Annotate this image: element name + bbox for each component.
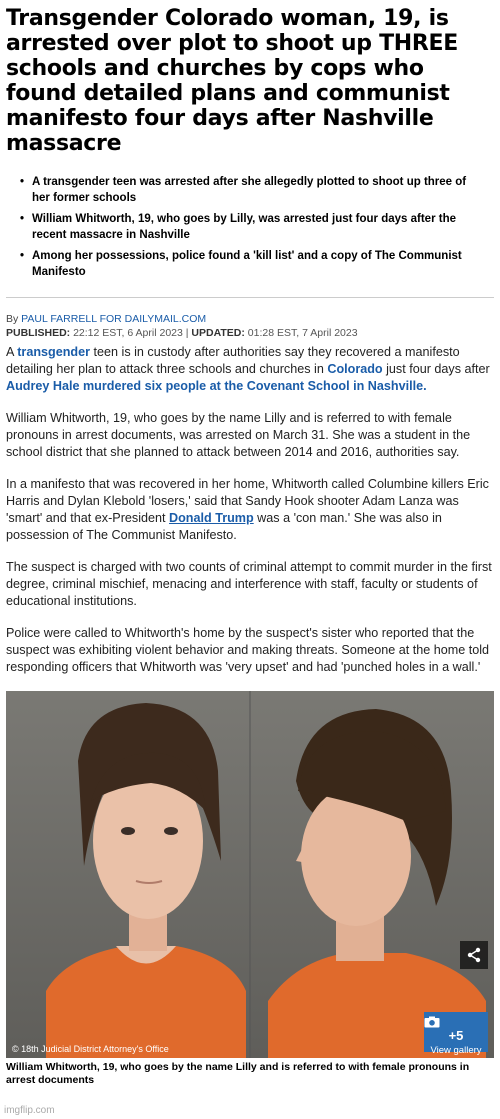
headline: Transgender Colorado woman, 19, is arrested over plot to shoot up THREE schools and churches by cops who found detailed plans and communist manifesto four days after Nashville massacre [6,6,459,156]
updated-label: UPDATED: [191,327,245,339]
article-paragraph [6,476,494,544]
text: teen is in custody after authorities say they recovered a manifesto detailing her plan to attack three schools and churches in [6,345,460,376]
share-icon [466,947,482,963]
share-button[interactable] [460,941,488,969]
byline-prefix: By [6,313,22,325]
summary-bullet: • William Whitworth, 19, who goes by Lilly, was arrested just four days after the recent massacre in Nashville [20,213,456,241]
publish-dates [6,326,494,340]
summary-bullet: • Among her possessions, police found a 'kill list' and a copy of The Communist Manifesto [20,250,462,278]
watermark: imgflip.com [4,1105,55,1116]
published-date: 22:12 EST, 6 April 2023 | [70,327,192,339]
text: was a 'con man.' She was also in possession of The Communist Manifesto. [6,511,442,542]
text: In a manifesto that was recovered in her home, Whitworth called Columbine killers Eric Harris and Dylan Klebold 'losers,' said that Sandy Hook shooter Adam Lanza was 'smart' and that ex-President [6,477,489,525]
text: A [6,345,18,359]
published-label: PUBLISHED: [6,327,71,339]
link-donald-trump[interactable]: Donald Trump [169,511,254,525]
author-link[interactable]: PAUL FARRELL FOR DAILYMAIL.COM [21,313,207,325]
summary-bullet-text: A transgender teen was arrested after she allegedly plotted to shoot up three of her former schools [32,176,467,204]
camera-icon [424,1016,440,1028]
mugshot-image [6,691,494,1058]
summary-bullet-text: William Whitworth, 19, who goes by Lilly, was arrested just four days after the recent massacre in Nashville [32,213,456,241]
byline [6,312,494,326]
view-gallery-button[interactable] [424,1012,488,1056]
article-body [6,344,494,676]
summary-bullet: • A transgender teen was arrested after she allegedly plotted to shoot up three of her former schools [20,176,467,204]
article-paragraph: Police were called to Whitworth's home by the suspect's sister who reported that the suspect was exhibiting violent behavior and making threats. Someone at the home told responding officers that Whitworth was 'very upset' and had 'punched holes in a wall.' [6,626,490,674]
text: just four days after [382,362,490,376]
summary-bullets [6,168,494,298]
summary-bullet-text: Among her possessions, police found a 'kill list' and a copy of The Communist Manifesto [32,250,462,278]
article-paragraph: William Whitworth, 19, who goes by the name Lilly and is referred to with female pronouns in arrest documents, was arrested on March 31. She was a student in the school district that she planned to attack between 2014 and 2016, authorities say. [6,411,471,459]
photo-caption: William Whitworth, 19, who goes by the name Lilly and is referred to with female pronouns in arrest documents [6,1061,470,1086]
link-nashville-story[interactable]: Audrey Hale murdered six people at the Covenant School in Nashville. [6,379,427,393]
updated-date: 01:28 EST, 7 April 2023 [244,327,358,339]
photo-copyright: © 18th Judicial District Attorney's Office [12,1044,169,1054]
link-transgender[interactable]: transgender [17,345,91,359]
article-paragraph: The suspect is charged with two counts of criminal attempt to commit murder in the first degree, criminal mischief, menacing and interference with staff, faculty or students of educational institutions. [6,560,492,608]
article-paragraph [6,344,494,395]
gallery-count: +5 [448,1028,464,1043]
mugshot-photo[interactable] [6,691,494,1058]
link-colorado[interactable]: Colorado [327,362,383,376]
gallery-label: View gallery [430,1045,482,1056]
